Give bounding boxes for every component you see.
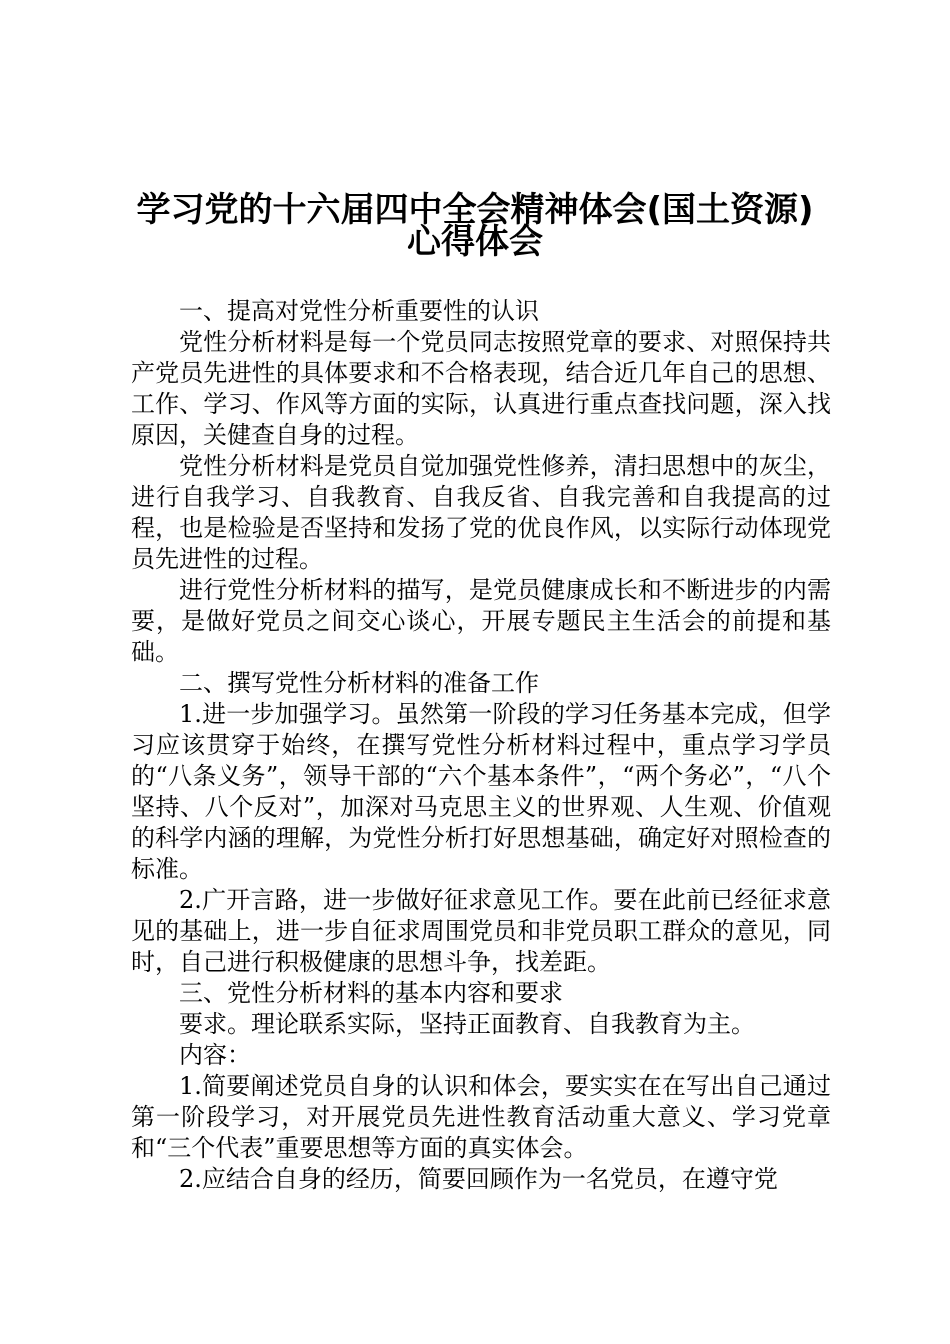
body-paragraph: 内容：: [179, 1041, 251, 1069]
body-paragraph: 1.进一步加强学习。虽然第一阶段的学习任务基本完成，但学习应该贯穿于始终，在撰写党性分析材料过程中，重点学习学员的“八条义务”，领导干部的“六个基本条件”，“两个务必”，“八个坚持、八个反对”，加深对马克思主义的世界观、人生观、价值观的科学内涵的理解，为党性分析打好思想基础，确定好对照检查的标准。: [131, 700, 831, 883]
body-paragraph: 党性分析材料是党员自觉加强党性修养，清扫思想中的灰尘，进行自我学习、自我教育、自我反省、自我完善和自我提高的过程，也是检验是否坚持和发扬了党的优良作风，以实际行动体现党员先进性的过程。: [131, 452, 831, 573]
body-paragraph: 1.简要阐述党员自身的认识和体会，要实实在在写出自己通过第一阶段学习，对开展党员先进性教育活动重大意义、学习党章和“三个代表”重要思想等方面的真实体会。: [131, 1072, 831, 1162]
section-heading-1: 一、提高对党性分析重要性的认识: [179, 297, 539, 325]
body-paragraph: 2.广开言路，进一步做好征求意见工作。要在此前已经征求意见的基础上，进一步自征求周围党员和非党员职工群众的意见，同时，自己进行积极健康的思想斗争，找差距。: [131, 886, 831, 976]
body-paragraph: 党性分析材料是每一个党员同志按照党章的要求、对照保持共产党员先进性的具体要求和不合格表现，结合近几年自己的思想、工作、学习、作风等方面的实际，认真进行重点查找问题，深入找原因，关健查自身的过程。: [131, 328, 831, 449]
document-title-line-2: 心得体会: [407, 222, 543, 262]
body-paragraph: 2.应结合自身的经历，简要回顾作为一名党员，在遵守党: [179, 1165, 778, 1193]
document-title-line-1: 学习党的十六届四中全会精神体会(国土资源): [136, 190, 814, 230]
section-heading-3: 三、党性分析材料的基本内容和要求: [179, 979, 563, 1007]
section-heading-2: 二、撰写党性分析材料的准备工作: [179, 669, 539, 697]
document-body: [131, 296, 831, 1195]
body-paragraph: 进行党性分析材料的描写，是党员健康成长和不断进步的内需要，是做好党员之间交心谈心，开展专题民主生活会的前提和基础。: [131, 576, 831, 666]
body-paragraph: 要求。理论联系实际，坚持正面教育、自我教育为主。: [179, 1010, 755, 1038]
